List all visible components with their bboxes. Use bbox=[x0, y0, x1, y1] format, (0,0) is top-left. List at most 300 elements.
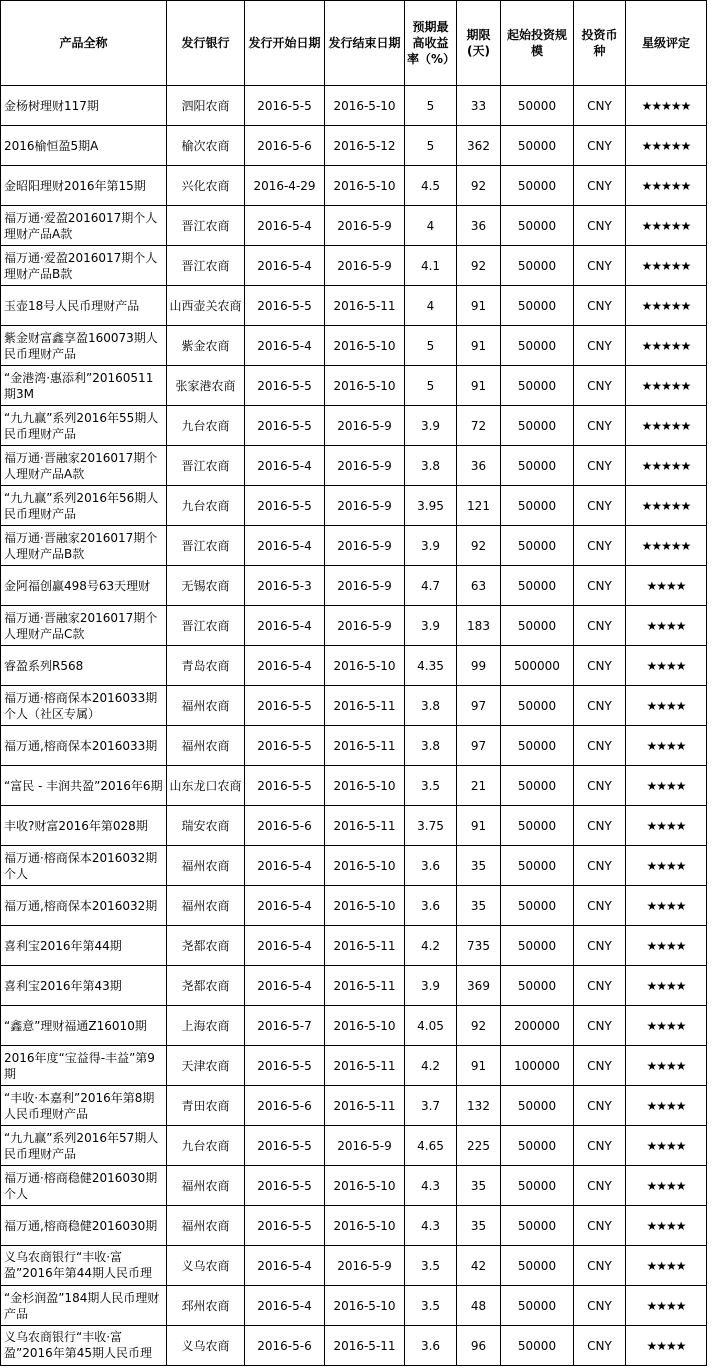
product-name-cell bbox=[1, 966, 167, 1006]
bank-cell: 福州农商 bbox=[167, 1206, 245, 1246]
start-date-cell: 2016-5-5 bbox=[245, 286, 325, 326]
table-row bbox=[1, 846, 707, 886]
min-investment-cell: 50000 bbox=[501, 86, 574, 126]
bank-cell: 瑞安农商 bbox=[167, 806, 245, 846]
bank-cell: 九台农商 bbox=[167, 1126, 245, 1166]
yield-cell: 5 bbox=[405, 126, 457, 166]
end-date-cell: 2016-5-9 bbox=[325, 486, 405, 526]
product-name-text: 福万通·晋融家2016017期个人理财产品A款 bbox=[4, 450, 158, 481]
min-investment-cell: 50000 bbox=[501, 486, 574, 526]
end-date-cell: 2016-5-9 bbox=[325, 406, 405, 446]
table-row bbox=[1, 646, 707, 686]
bank-cell: 山东龙口农商 bbox=[167, 766, 245, 806]
yield-cell: 3.6 bbox=[405, 886, 457, 926]
min-investment-cell: 50000 bbox=[501, 686, 574, 726]
term-cell: 97 bbox=[457, 726, 501, 766]
min-investment-cell: 100000 bbox=[501, 1046, 574, 1086]
product-name-cell bbox=[1, 1086, 167, 1126]
product-name-text: 福万通·爱盈2016017期个人理财产品B款 bbox=[4, 250, 158, 281]
header-end-date: 发行结束日期 bbox=[325, 1, 405, 86]
end-date-cell: 2016-5-10 bbox=[325, 1166, 405, 1206]
product-name-text: 福万通·晋融家2016017期个人理财产品C款 bbox=[4, 610, 158, 641]
product-name-cell bbox=[1, 1206, 167, 1246]
end-date-cell: 2016-5-9 bbox=[325, 526, 405, 566]
yield-cell: 3.8 bbox=[405, 726, 457, 766]
currency-cell: CNY bbox=[574, 126, 626, 166]
currency-cell: CNY bbox=[574, 1166, 626, 1206]
start-date-cell: 2016-5-6 bbox=[245, 806, 325, 846]
term-cell: 735 bbox=[457, 926, 501, 966]
table-row bbox=[1, 1126, 707, 1166]
table-row bbox=[1, 566, 707, 606]
start-date-cell: 2016-5-4 bbox=[245, 926, 325, 966]
table-row bbox=[1, 1286, 707, 1326]
rating-cell: ★★★★★ bbox=[626, 366, 707, 406]
term-cell: 35 bbox=[457, 1206, 501, 1246]
min-investment-cell: 50000 bbox=[501, 166, 574, 206]
rating-cell: ★★★★ bbox=[626, 1046, 707, 1086]
product-name-text: “丰收·本嘉利”2016年第8期人民币理财产品 bbox=[4, 1090, 155, 1121]
start-date-cell: 2016-5-3 bbox=[245, 566, 325, 606]
start-date-cell: 2016-5-5 bbox=[245, 1126, 325, 1166]
rating-cell: ★★★★ bbox=[626, 1006, 707, 1046]
product-name-text: “九九赢”系列2016年55期人民币理财产品 bbox=[4, 410, 159, 441]
table-body bbox=[1, 86, 707, 1366]
currency-cell: CNY bbox=[574, 366, 626, 406]
product-name-cell bbox=[1, 286, 167, 326]
product-name-cell bbox=[1, 1126, 167, 1166]
currency-cell: CNY bbox=[574, 1006, 626, 1046]
min-investment-cell: 50000 bbox=[501, 926, 574, 966]
min-investment-cell: 50000 bbox=[501, 1326, 574, 1366]
product-name-text: 金杨树理财117期 bbox=[4, 98, 99, 113]
term-cell: 35 bbox=[457, 1166, 501, 1206]
rating-cell: ★★★★ bbox=[626, 926, 707, 966]
term-cell: 132 bbox=[457, 1086, 501, 1126]
product-name-cell bbox=[1, 1006, 167, 1046]
bank-cell: 泗阳农商 bbox=[167, 86, 245, 126]
currency-cell: CNY bbox=[574, 86, 626, 126]
end-date-cell: 2016-5-11 bbox=[325, 806, 405, 846]
table-row bbox=[1, 126, 707, 166]
start-date-cell: 2016-5-4 bbox=[245, 646, 325, 686]
bank-cell: 福州农商 bbox=[167, 726, 245, 766]
term-cell: 35 bbox=[457, 886, 501, 926]
currency-cell: CNY bbox=[574, 806, 626, 846]
term-cell: 121 bbox=[457, 486, 501, 526]
table-row bbox=[1, 166, 707, 206]
table-row bbox=[1, 526, 707, 566]
table-row bbox=[1, 686, 707, 726]
currency-cell: CNY bbox=[574, 886, 626, 926]
rating-cell: ★★★★★ bbox=[626, 206, 707, 246]
end-date-cell: 2016-5-9 bbox=[325, 206, 405, 246]
start-date-cell: 2016-5-4 bbox=[245, 246, 325, 286]
rating-cell: ★★★★★ bbox=[626, 86, 707, 126]
end-date-cell: 2016-5-10 bbox=[325, 326, 405, 366]
end-date-cell: 2016-5-10 bbox=[325, 846, 405, 886]
product-name-text: 福万通,榕商保本2016033期 bbox=[4, 738, 158, 753]
rating-cell: ★★★★ bbox=[626, 1326, 707, 1366]
product-name-text: 喜利宝2016年第43期 bbox=[4, 978, 122, 993]
end-date-cell: 2016-5-10 bbox=[325, 766, 405, 806]
term-cell: 91 bbox=[457, 286, 501, 326]
table-row bbox=[1, 606, 707, 646]
end-date-cell: 2016-5-10 bbox=[325, 86, 405, 126]
yield-cell: 5 bbox=[405, 86, 457, 126]
end-date-cell: 2016-5-10 bbox=[325, 886, 405, 926]
end-date-cell: 2016-5-11 bbox=[325, 926, 405, 966]
start-date-cell: 2016-5-5 bbox=[245, 1206, 325, 1246]
rating-cell: ★★★★★ bbox=[626, 446, 707, 486]
product-name-cell bbox=[1, 1286, 167, 1326]
start-date-cell: 2016-5-4 bbox=[245, 606, 325, 646]
product-name-text: 睿盈系列R568 bbox=[4, 658, 84, 673]
currency-cell: CNY bbox=[574, 726, 626, 766]
table-row bbox=[1, 406, 707, 446]
bank-cell: 福州农商 bbox=[167, 1166, 245, 1206]
min-investment-cell: 50000 bbox=[501, 1206, 574, 1246]
rating-cell: ★★★★ bbox=[626, 686, 707, 726]
bank-cell: 福州农商 bbox=[167, 686, 245, 726]
min-investment-cell: 50000 bbox=[501, 1286, 574, 1326]
bank-cell: 青岛农商 bbox=[167, 646, 245, 686]
currency-cell: CNY bbox=[574, 926, 626, 966]
currency-cell: CNY bbox=[574, 526, 626, 566]
term-cell: 91 bbox=[457, 806, 501, 846]
start-date-cell: 2016-5-6 bbox=[245, 1326, 325, 1366]
currency-cell: CNY bbox=[574, 286, 626, 326]
currency-cell: CNY bbox=[574, 486, 626, 526]
min-investment-cell: 50000 bbox=[501, 846, 574, 886]
product-name-text: 福万通·榕商稳健2016030期个人 bbox=[4, 1170, 158, 1201]
rating-cell: ★★★★ bbox=[626, 806, 707, 846]
product-name-cell bbox=[1, 886, 167, 926]
bank-cell: 张家港农商 bbox=[167, 366, 245, 406]
product-name-cell bbox=[1, 606, 167, 646]
min-investment-cell: 50000 bbox=[501, 366, 574, 406]
yield-cell: 4.05 bbox=[405, 1006, 457, 1046]
bank-cell: 无锡农商 bbox=[167, 566, 245, 606]
header-product-name: 产品全称 bbox=[1, 1, 167, 86]
currency-cell: CNY bbox=[574, 326, 626, 366]
end-date-cell: 2016-5-9 bbox=[325, 446, 405, 486]
rating-cell: ★★★★ bbox=[626, 1246, 707, 1286]
term-cell: 96 bbox=[457, 1326, 501, 1366]
table-row bbox=[1, 966, 707, 1006]
bank-cell: 晋江农商 bbox=[167, 206, 245, 246]
end-date-cell: 2016-5-10 bbox=[325, 1286, 405, 1326]
start-date-cell: 2016-5-4 bbox=[245, 966, 325, 1006]
start-date-cell: 2016-5-6 bbox=[245, 126, 325, 166]
min-investment-cell: 50000 bbox=[501, 886, 574, 926]
rating-cell: ★★★★ bbox=[626, 726, 707, 766]
table-row bbox=[1, 1086, 707, 1126]
term-cell: 21 bbox=[457, 766, 501, 806]
product-name-text: 丰收?财富2016年第028期 bbox=[4, 818, 148, 833]
product-name-cell bbox=[1, 1046, 167, 1086]
table-row bbox=[1, 886, 707, 926]
term-cell: 72 bbox=[457, 406, 501, 446]
yield-cell: 4.7 bbox=[405, 566, 457, 606]
bank-cell: 晋江农商 bbox=[167, 606, 245, 646]
product-name-cell bbox=[1, 126, 167, 166]
product-name-cell bbox=[1, 646, 167, 686]
product-name-cell bbox=[1, 446, 167, 486]
currency-cell: CNY bbox=[574, 246, 626, 286]
term-cell: 99 bbox=[457, 646, 501, 686]
yield-cell: 3.5 bbox=[405, 766, 457, 806]
yield-cell: 4.65 bbox=[405, 1126, 457, 1166]
yield-cell: 3.8 bbox=[405, 446, 457, 486]
yield-cell: 3.9 bbox=[405, 606, 457, 646]
term-cell: 92 bbox=[457, 166, 501, 206]
bank-cell: 上海农商 bbox=[167, 1006, 245, 1046]
end-date-cell: 2016-5-10 bbox=[325, 166, 405, 206]
product-name-cell bbox=[1, 366, 167, 406]
min-investment-cell: 50000 bbox=[501, 406, 574, 446]
yield-cell: 3.9 bbox=[405, 966, 457, 1006]
currency-cell: CNY bbox=[574, 966, 626, 1006]
currency-cell: CNY bbox=[574, 406, 626, 446]
currency-cell: CNY bbox=[574, 686, 626, 726]
table-row bbox=[1, 766, 707, 806]
end-date-cell: 2016-5-10 bbox=[325, 366, 405, 406]
product-name-cell bbox=[1, 246, 167, 286]
product-name-text: 福万通,榕商保本2016032期 bbox=[4, 898, 158, 913]
header-bank: 发行银行 bbox=[167, 1, 245, 86]
header-row bbox=[1, 1, 707, 86]
term-cell: 91 bbox=[457, 326, 501, 366]
end-date-cell: 2016-5-11 bbox=[325, 1326, 405, 1366]
min-investment-cell: 50000 bbox=[501, 526, 574, 566]
currency-cell: CNY bbox=[574, 1286, 626, 1326]
currency-cell: CNY bbox=[574, 1326, 626, 1366]
bank-cell: 天津农商 bbox=[167, 1046, 245, 1086]
rating-cell: ★★★★★ bbox=[626, 326, 707, 366]
currency-cell: CNY bbox=[574, 446, 626, 486]
product-name-text: 紫金财富鑫享盈160073期人民币理财产品 bbox=[4, 330, 158, 361]
header-min-investment: 起始投资规模 bbox=[501, 1, 574, 86]
start-date-cell: 2016-5-4 bbox=[245, 206, 325, 246]
bank-cell: 九台农商 bbox=[167, 486, 245, 526]
min-investment-cell: 50000 bbox=[501, 566, 574, 606]
product-name-text: 金阿福创赢498号63天理财 bbox=[4, 578, 151, 593]
product-name-text: 福万通·爱盈2016017期个人理财产品A款 bbox=[4, 210, 158, 241]
start-date-cell: 2016-5-5 bbox=[245, 406, 325, 446]
rating-cell: ★★★★ bbox=[626, 606, 707, 646]
currency-cell: CNY bbox=[574, 1046, 626, 1086]
rating-cell: ★★★★★ bbox=[626, 406, 707, 446]
currency-cell: CNY bbox=[574, 606, 626, 646]
yield-cell: 3.5 bbox=[405, 1286, 457, 1326]
rating-cell: ★★★★★ bbox=[626, 246, 707, 286]
yield-cell: 3.8 bbox=[405, 686, 457, 726]
min-investment-cell: 50000 bbox=[501, 286, 574, 326]
currency-cell: CNY bbox=[574, 166, 626, 206]
yield-cell: 3.7 bbox=[405, 1086, 457, 1126]
term-cell: 92 bbox=[457, 526, 501, 566]
product-name-text: “九九赢”系列2016年57期人民币理财产品 bbox=[4, 1130, 159, 1161]
yield-cell: 3.5 bbox=[405, 1246, 457, 1286]
min-investment-cell: 50000 bbox=[501, 1126, 574, 1166]
start-date-cell: 2016-5-4 bbox=[245, 886, 325, 926]
bank-cell: 山西壶关农商 bbox=[167, 286, 245, 326]
term-cell: 36 bbox=[457, 206, 501, 246]
rating-cell: ★★★★ bbox=[626, 846, 707, 886]
start-date-cell: 2016-5-4 bbox=[245, 326, 325, 366]
start-date-cell: 2016-5-4 bbox=[245, 1286, 325, 1326]
start-date-cell: 2016-5-5 bbox=[245, 486, 325, 526]
product-name-text: 喜利宝2016年第44期 bbox=[4, 938, 122, 953]
bank-cell: 晋江农商 bbox=[167, 246, 245, 286]
currency-cell: CNY bbox=[574, 646, 626, 686]
bank-cell: 青田农商 bbox=[167, 1086, 245, 1126]
currency-cell: CNY bbox=[574, 766, 626, 806]
bank-cell: 晋江农商 bbox=[167, 526, 245, 566]
min-investment-cell: 50000 bbox=[501, 1246, 574, 1286]
end-date-cell: 2016-5-9 bbox=[325, 606, 405, 646]
rating-cell: ★★★★★ bbox=[626, 166, 707, 206]
currency-cell: CNY bbox=[574, 1086, 626, 1126]
product-name-cell bbox=[1, 926, 167, 966]
table-row bbox=[1, 1046, 707, 1086]
table-row bbox=[1, 1246, 707, 1286]
yield-cell: 3.9 bbox=[405, 406, 457, 446]
start-date-cell: 2016-5-5 bbox=[245, 1046, 325, 1086]
end-date-cell: 2016-5-11 bbox=[325, 686, 405, 726]
end-date-cell: 2016-5-10 bbox=[325, 1006, 405, 1046]
product-name-cell bbox=[1, 206, 167, 246]
term-cell: 92 bbox=[457, 1006, 501, 1046]
end-date-cell: 2016-5-12 bbox=[325, 126, 405, 166]
table-row bbox=[1, 286, 707, 326]
start-date-cell: 2016-5-4 bbox=[245, 446, 325, 486]
product-name-text: “金港湾·惠添利”20160511期3M bbox=[4, 370, 154, 401]
table-row bbox=[1, 1206, 707, 1246]
min-investment-cell: 50000 bbox=[501, 446, 574, 486]
table-row bbox=[1, 486, 707, 526]
end-date-cell: 2016-5-9 bbox=[325, 1246, 405, 1286]
rating-cell: ★★★★★ bbox=[626, 126, 707, 166]
header-rating: 星级评定 bbox=[626, 1, 707, 86]
product-name-text: 金昭阳理财2016年第15期 bbox=[4, 178, 146, 193]
end-date-cell: 2016-5-11 bbox=[325, 1086, 405, 1126]
product-name-cell bbox=[1, 526, 167, 566]
start-date-cell: 2016-5-6 bbox=[245, 1086, 325, 1126]
term-cell: 92 bbox=[457, 246, 501, 286]
product-name-text: 福万通,榕商稳健2016030期 bbox=[4, 1218, 158, 1233]
term-cell: 35 bbox=[457, 846, 501, 886]
bank-cell: 义乌农商 bbox=[167, 1246, 245, 1286]
product-name-cell bbox=[1, 686, 167, 726]
term-cell: 33 bbox=[457, 86, 501, 126]
yield-cell: 3.9 bbox=[405, 526, 457, 566]
product-name-cell bbox=[1, 326, 167, 366]
header-yield: 预期最高收益率（%） bbox=[405, 1, 457, 86]
currency-cell: CNY bbox=[574, 566, 626, 606]
end-date-cell: 2016-5-11 bbox=[325, 1046, 405, 1086]
start-date-cell: 2016-5-5 bbox=[245, 366, 325, 406]
rating-cell: ★★★★ bbox=[626, 1286, 707, 1326]
bank-cell: 榆次农商 bbox=[167, 126, 245, 166]
header-start-date: 发行开始日期 bbox=[245, 1, 325, 86]
bank-cell: 福州农商 bbox=[167, 886, 245, 926]
term-cell: 63 bbox=[457, 566, 501, 606]
currency-cell: CNY bbox=[574, 1206, 626, 1246]
product-name-cell bbox=[1, 1166, 167, 1206]
min-investment-cell: 50000 bbox=[501, 326, 574, 366]
product-name-text: 福万通·榕商保本2016033期个人（社区专属） bbox=[4, 690, 158, 721]
bank-cell: 晋江农商 bbox=[167, 446, 245, 486]
table-row bbox=[1, 206, 707, 246]
table-row bbox=[1, 726, 707, 766]
table-row bbox=[1, 926, 707, 966]
table-row bbox=[1, 806, 707, 846]
start-date-cell: 2016-5-7 bbox=[245, 1006, 325, 1046]
start-date-cell: 2016-5-5 bbox=[245, 766, 325, 806]
yield-cell: 4.3 bbox=[405, 1166, 457, 1206]
product-name-cell bbox=[1, 1326, 167, 1366]
yield-cell: 3.6 bbox=[405, 1326, 457, 1366]
bank-cell: 兴化农商 bbox=[167, 166, 245, 206]
table-row bbox=[1, 246, 707, 286]
product-name-cell bbox=[1, 766, 167, 806]
term-cell: 36 bbox=[457, 446, 501, 486]
yield-cell: 5 bbox=[405, 326, 457, 366]
min-investment-cell: 200000 bbox=[501, 1006, 574, 1046]
end-date-cell: 2016-5-10 bbox=[325, 646, 405, 686]
start-date-cell: 2016-5-5 bbox=[245, 86, 325, 126]
yield-cell: 4.1 bbox=[405, 246, 457, 286]
term-cell: 362 bbox=[457, 126, 501, 166]
end-date-cell: 2016-5-9 bbox=[325, 246, 405, 286]
yield-cell: 5 bbox=[405, 366, 457, 406]
term-cell: 97 bbox=[457, 686, 501, 726]
min-investment-cell: 50000 bbox=[501, 606, 574, 646]
min-investment-cell: 50000 bbox=[501, 206, 574, 246]
start-date-cell: 2016-4-29 bbox=[245, 166, 325, 206]
product-name-text: 义乌农商银行“丰收·富盈”2016年第45期人民币理 bbox=[4, 1329, 153, 1360]
product-name-cell bbox=[1, 406, 167, 446]
start-date-cell: 2016-5-4 bbox=[245, 1246, 325, 1286]
term-cell: 48 bbox=[457, 1286, 501, 1326]
yield-cell: 4.35 bbox=[405, 646, 457, 686]
min-investment-cell: 50000 bbox=[501, 1086, 574, 1126]
bank-cell: 义乌农商 bbox=[167, 1326, 245, 1366]
term-cell: 42 bbox=[457, 1246, 501, 1286]
product-name-text: 福万通·榕商保本2016032期个人 bbox=[4, 850, 158, 881]
start-date-cell: 2016-5-5 bbox=[245, 1166, 325, 1206]
yield-cell: 4 bbox=[405, 286, 457, 326]
end-date-cell: 2016-5-9 bbox=[325, 1126, 405, 1166]
product-name-text: “九九赢”系列2016年56期人民币理财产品 bbox=[4, 490, 159, 521]
rating-cell: ★★★★ bbox=[626, 886, 707, 926]
end-date-cell: 2016-5-11 bbox=[325, 726, 405, 766]
rating-cell: ★★★★ bbox=[626, 1206, 707, 1246]
product-name-text: “鑫意”理财福通Z16010期 bbox=[4, 1018, 147, 1033]
product-name-cell bbox=[1, 566, 167, 606]
bank-cell: 九台农商 bbox=[167, 406, 245, 446]
product-name-text: “富民 - 丰润共盈”2016年6期 bbox=[4, 778, 163, 793]
rating-cell: ★★★★ bbox=[626, 766, 707, 806]
product-name-text: 福万通·晋融家2016017期个人理财产品B款 bbox=[4, 530, 158, 561]
product-name-cell bbox=[1, 486, 167, 526]
end-date-cell: 2016-5-11 bbox=[325, 966, 405, 1006]
product-name-cell bbox=[1, 846, 167, 886]
product-name-text: “金杉润盈”184期人民币理财产品 bbox=[4, 1290, 160, 1321]
end-date-cell: 2016-5-9 bbox=[325, 566, 405, 606]
